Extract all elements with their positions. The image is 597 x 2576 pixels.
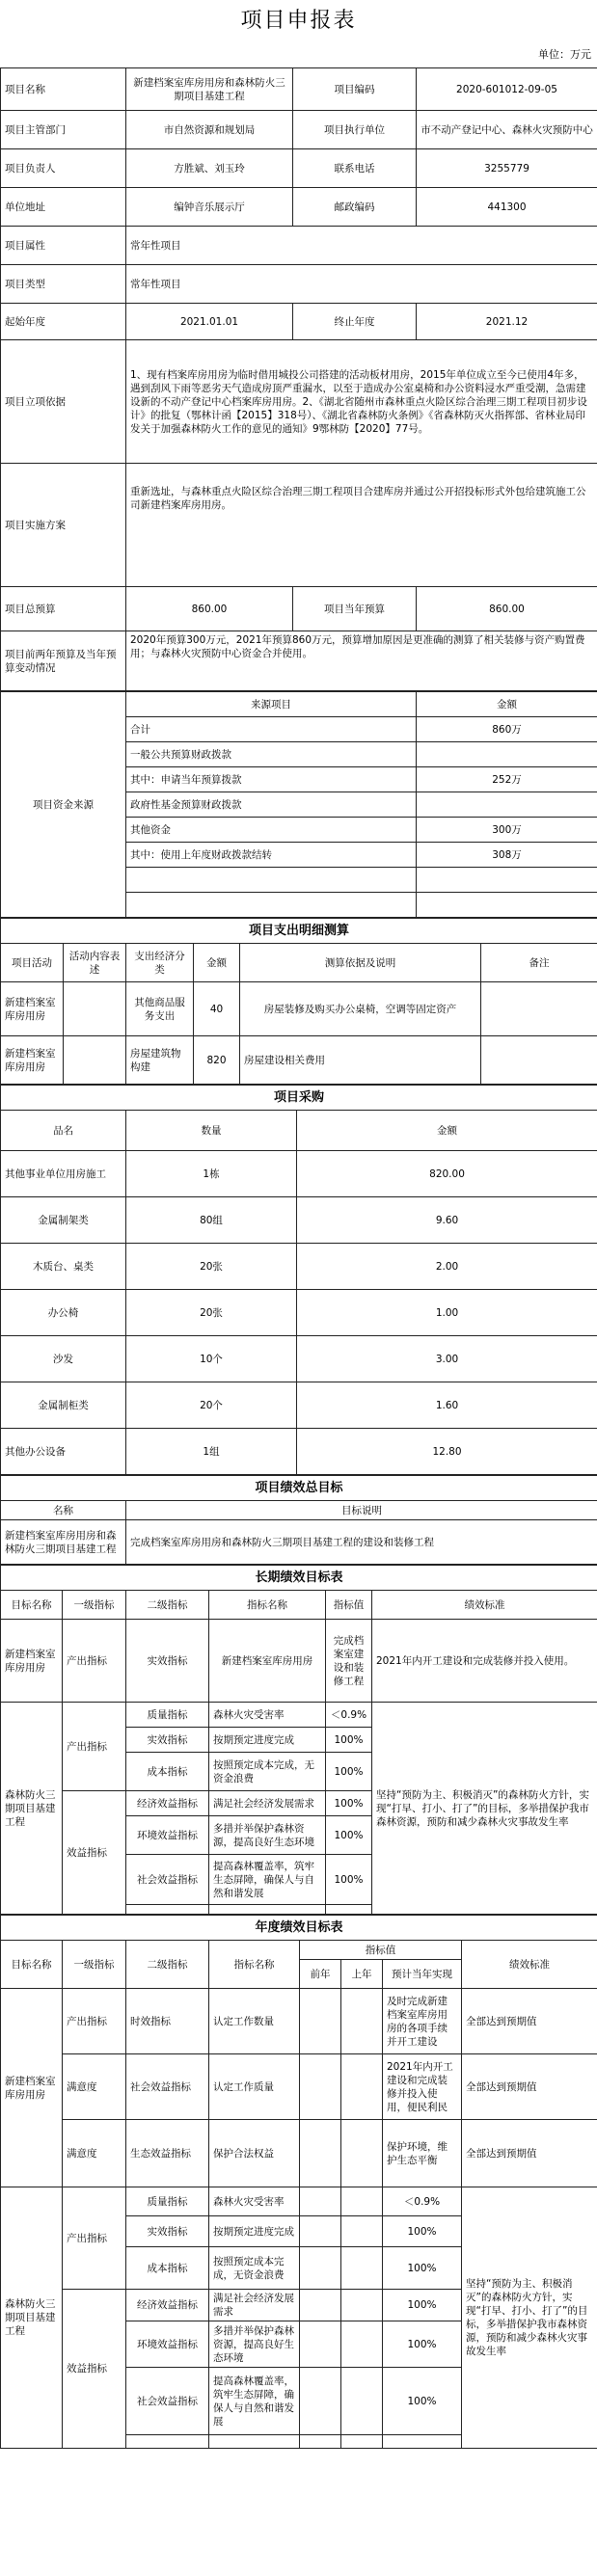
exp-cell: 820 — [194, 1036, 240, 1085]
basic-info-table — [0, 67, 597, 691]
an-level1: 效益指标 — [63, 2290, 126, 2449]
an-indicator: 多措并举保护森林资源，提高良好生态环境 — [209, 2321, 300, 2368]
proc-amount: 9.60 — [297, 1197, 597, 1244]
an-indicator: 满足社会经济发展需求 — [209, 2290, 300, 2321]
proc-qty: 20张 — [126, 1290, 297, 1336]
lt-header: 一级指标 — [63, 1591, 126, 1620]
lt-value: 100% — [326, 1816, 372, 1855]
an-prev — [300, 2368, 341, 2435]
label-postcode: 邮政编码 — [293, 188, 417, 227]
an-level2: 经济效益指标 — [126, 2290, 209, 2321]
exp-cell: 房屋建设相关费用 — [240, 1036, 481, 1085]
an-indicator: 认定工作质量 — [209, 2054, 300, 2120]
an-level2: 时效指标 — [126, 1989, 209, 2054]
value-year-budget: 860.00 — [417, 587, 597, 631]
value-start-year: 2021.01.01 — [126, 304, 293, 340]
lt-level2: 环境效益指标 — [126, 1816, 209, 1855]
proc-qty: 10个 — [126, 1336, 297, 1382]
label-phone: 联系电话 — [293, 149, 417, 188]
page-title: 项目申报表 — [240, 9, 357, 33]
value-leader: 方胜斌、刘玉玲 — [126, 149, 293, 188]
lt-level2: 社会效益指标 — [126, 1855, 209, 1905]
exp-cell: 新建档案室库房用房 — [1, 982, 64, 1036]
an-last — [341, 2368, 383, 2435]
lt-target: 森林防火三期项目基建工程 — [1, 1703, 63, 1915]
lt-level1: 产出指标 — [63, 1620, 126, 1703]
an-prev — [300, 2054, 341, 2120]
an-last — [341, 1989, 383, 2054]
lt-indicator: 按期预定进度完成 — [209, 1728, 326, 1753]
an-indicator: 森林火灾受害率 — [209, 2187, 300, 2216]
funding-amount: 860万 — [417, 717, 597, 742]
exp-cell: 其他商品服务支出 — [126, 982, 194, 1036]
an-last — [341, 2187, 383, 2216]
exp-header: 备注 — [481, 944, 597, 982]
an-indicator-blank — [209, 2435, 300, 2449]
exp-header: 测算依据及说明 — [240, 944, 481, 982]
proc-item: 其他事业单位用房施工 — [1, 1151, 126, 1197]
an-last — [341, 2435, 383, 2449]
expenditure-table — [0, 918, 597, 1085]
an-expected: 100% — [383, 2290, 462, 2321]
lt-level1: 产出指标 — [63, 1703, 126, 1791]
an-expected-blank — [383, 2435, 462, 2449]
proc-item: 金属制架类 — [1, 1197, 126, 1244]
value-postcode: 441300 — [417, 188, 597, 227]
label-year-budget: 项目当年预算 — [293, 587, 417, 631]
label-funding-source: 项目资金来源 — [1, 692, 126, 918]
funding-amount: 300万 — [417, 818, 597, 843]
an-target: 新建档案室库房用房 — [1, 1989, 63, 2187]
label-leader: 项目负责人 — [1, 149, 126, 188]
label-type: 项目类型 — [1, 265, 126, 304]
proc-amount: 820.00 — [297, 1151, 597, 1197]
an-subheader: 预计当年实现 — [383, 1960, 462, 1989]
an-last — [341, 2120, 383, 2187]
proc-amount: 12.80 — [297, 1429, 597, 1475]
lt-header: 指标名称 — [209, 1591, 326, 1620]
an-level1: 产出指标 — [63, 2187, 126, 2290]
an-standard: 坚持“预防为主、积极消灭”的森林防火方针，实现“打早、打小、打了”的目标，多举措保护我市森林资源，预防和减少森林火灾事故发生率 — [462, 2187, 597, 2449]
an-level2: 生态效益指标 — [126, 2120, 209, 2187]
an-indicator: 按期预定进度完成 — [209, 2216, 300, 2247]
lt-standard: 坚持“预防为主、积极消灭”的森林防火方针，实现“打早、打小、打了”的目标，多举措保护我市森林资源，预防和减少森林火灾事故发生率 — [372, 1703, 597, 1915]
exp-header: 支出经济分类 — [126, 944, 194, 982]
funding-amount — [417, 742, 597, 767]
an-header: 指标值 — [300, 1941, 462, 1960]
an-last — [341, 2321, 383, 2368]
section-procurement: 项目采购 — [1, 1086, 597, 1111]
an-level2: 社会效益指标 — [126, 2368, 209, 2435]
exp-cell: 新建档案室库房用房 — [1, 1036, 64, 1085]
label-plan: 项目实施方案 — [1, 464, 126, 587]
an-level1: 产出指标 — [63, 1989, 126, 2054]
perf-desc: 完成档案室库房用房和森林防火三期项目基建工程的建设和装修工程 — [126, 1520, 597, 1565]
lt-level2: 成本指标 — [126, 1753, 209, 1791]
lt-level2: 实效指标 — [126, 1620, 209, 1703]
an-indicator: 提高森林覆盖率，筑牢生态屏障，确保人与自然和谐发展 — [209, 2368, 300, 2435]
proc-header: 数量 — [126, 1111, 297, 1151]
lt-value: ＜0.9% — [326, 1703, 372, 1728]
exp-cell: 40 — [194, 982, 240, 1036]
an-header: 绩效标准 — [462, 1941, 597, 1989]
proc-header: 品名 — [1, 1111, 126, 1151]
an-prev — [300, 1989, 341, 2054]
proc-item: 木质台、桌类 — [1, 1244, 126, 1290]
lt-indicator: 按照预定成本完成，无资金浪费 — [209, 1753, 326, 1791]
unit-label: 单位：万元 — [538, 48, 591, 61]
an-expected: 100% — [383, 2216, 462, 2247]
proc-item: 沙发 — [1, 1336, 126, 1382]
an-expected: 100% — [383, 2368, 462, 2435]
funding-row: 合计 — [126, 717, 417, 742]
funding-row: 其中：使用上年度财政拨款结转 — [126, 843, 417, 868]
perf-header: 目标说明 — [126, 1501, 597, 1520]
an-last — [341, 2290, 383, 2321]
label-total-budget: 项目总预算 — [1, 587, 126, 631]
an-level2: 质量指标 — [126, 2187, 209, 2216]
proc-amount: 1.60 — [297, 1382, 597, 1429]
exp-header: 活动内容表述 — [64, 944, 126, 982]
proc-amount: 1.00 — [297, 1290, 597, 1336]
exp-cell: 房屋建筑物构建 — [126, 1036, 194, 1085]
value-address: 编钟音乐展示厅 — [126, 188, 293, 227]
proc-qty: 20张 — [126, 1244, 297, 1290]
lt-value-blank — [326, 1905, 372, 1915]
an-level2: 社会效益指标 — [126, 2054, 209, 2120]
lt-level1: 效益指标 — [63, 1791, 126, 1915]
funding-row: 政府性基金预算财政拨款 — [126, 792, 417, 818]
an-last — [341, 2054, 383, 2120]
funding-row: 其他资金 — [126, 818, 417, 843]
lt-level2-blank — [126, 1905, 209, 1915]
label-project-code: 项目编码 — [293, 68, 417, 111]
an-header: 二级指标 — [126, 1941, 209, 1989]
an-expected: 保护环境，维护生态平衡 — [383, 2120, 462, 2187]
an-level2-blank — [126, 2435, 209, 2449]
long-term-table — [0, 1565, 597, 1915]
proc-qty: 80组 — [126, 1197, 297, 1244]
funding-col-amount: 金额 — [417, 692, 597, 717]
section-annual: 年度绩效目标表 — [1, 1916, 597, 1941]
exp-cell — [481, 982, 597, 1036]
an-target: 森林防火三期项目基建工程 — [1, 2187, 63, 2449]
an-expected: 及时完成新建档案室库房用房的各项手续并开工建设 — [383, 1989, 462, 2054]
value-budget-change: 2020年预算300万元，2021年预算860万元，预算增加原因是更准确的测算了相关装修与资产购置费用；与森林火灾预防中心资金合并使用。 — [126, 631, 597, 691]
lt-value: 100% — [326, 1753, 372, 1791]
lt-header: 绩效标准 — [372, 1591, 597, 1620]
value-plan: 重新选址，与森林重点火险区综合治理三期工程项目合建库房并通过公开招投标形式外包给建筑施工公司新建档案库房用房。 — [126, 464, 597, 587]
an-prev — [300, 2247, 341, 2290]
label-dept: 项目主管部门 — [1, 111, 126, 149]
lt-indicator: 新建档案室库房用房 — [209, 1620, 326, 1703]
an-level1: 满意度 — [63, 2120, 126, 2187]
lt-value: 100% — [326, 1728, 372, 1753]
lt-level2: 经济效益指标 — [126, 1791, 209, 1816]
lt-header: 二级指标 — [126, 1591, 209, 1620]
label-basis: 项目立项依据 — [1, 340, 126, 464]
an-prev — [300, 2187, 341, 2216]
lt-indicator: 满足社会经济发展需求 — [209, 1791, 326, 1816]
lt-header: 目标名称 — [1, 1591, 63, 1620]
lt-value: 100% — [326, 1791, 372, 1816]
label-end-year: 终止年度 — [293, 304, 417, 340]
proc-header: 金额 — [297, 1111, 597, 1151]
exp-cell — [64, 1036, 126, 1085]
an-level2: 成本指标 — [126, 2247, 209, 2290]
value-type: 常年性项目 — [126, 265, 597, 304]
lt-value: 100% — [326, 1855, 372, 1905]
lt-value: 完成档案室建设和装修工程 — [326, 1620, 372, 1703]
an-standard: 全部达到预期值 — [462, 2120, 597, 2187]
label-address: 单位地址 — [1, 188, 126, 227]
an-indicator: 认定工作数量 — [209, 1989, 300, 2054]
value-project-code: 2020-601012-09-05 — [417, 68, 597, 111]
proc-qty: 1栋 — [126, 1151, 297, 1197]
value-total-budget: 860.00 — [126, 587, 293, 631]
an-subheader: 前年 — [300, 1960, 341, 1989]
value-exec-unit: 市不动产登记中心、森林火灾预防中心 — [417, 111, 597, 149]
funding-row: 其中：申请当年预算拨款 — [126, 767, 417, 792]
exp-cell — [64, 982, 126, 1036]
an-standard: 全部达到预期值 — [462, 1989, 597, 2054]
an-prev — [300, 2290, 341, 2321]
exp-header: 项目活动 — [1, 944, 64, 982]
an-prev — [300, 2321, 341, 2368]
value-end-year: 2021.12 — [417, 304, 597, 340]
performance-overview-table — [0, 1475, 597, 1565]
an-expected: ＜0.9% — [383, 2187, 462, 2216]
section-performance: 项目绩效总目标 — [1, 1476, 597, 1501]
an-indicator: 按照预定成本完成，无资金浪费 — [209, 2247, 300, 2290]
value-attribute: 常年性项目 — [126, 227, 597, 265]
section-expenditure: 项目支出明细测算 — [1, 919, 597, 944]
an-level1: 满意度 — [63, 2054, 126, 2120]
funding-amount: 252万 — [417, 767, 597, 792]
proc-qty: 20个 — [126, 1382, 297, 1429]
procurement-table — [0, 1085, 597, 1475]
perf-name: 新建档案室库房用房和森林防火三期项目基建工程 — [1, 1520, 126, 1565]
an-subheader: 上年 — [341, 1960, 383, 1989]
label-attribute: 项目属性 — [1, 227, 126, 265]
funding-table — [0, 691, 597, 918]
funding-row — [126, 868, 417, 893]
an-last — [341, 2216, 383, 2247]
lt-level2: 实效指标 — [126, 1728, 209, 1753]
exp-header: 金额 — [194, 944, 240, 982]
funding-amount — [417, 792, 597, 818]
funding-amount — [417, 868, 597, 893]
an-level2: 实效指标 — [126, 2216, 209, 2247]
value-phone: 3255779 — [417, 149, 597, 188]
an-prev — [300, 2120, 341, 2187]
an-header: 指标名称 — [209, 1941, 300, 1989]
funding-row: 一般公共预算财政拨款 — [126, 742, 417, 767]
label-project-name: 项目名称 — [1, 68, 126, 111]
lt-level2: 质量指标 — [126, 1703, 209, 1728]
label-budget-change: 项目前两年预算及当年预算变动情况 — [1, 631, 126, 691]
funding-row — [126, 893, 417, 918]
annual-table — [0, 1915, 597, 2449]
section-long-term: 长期绩效目标表 — [1, 1566, 597, 1591]
label-start-year: 起始年度 — [1, 304, 126, 340]
value-dept: 市自然资源和规划局 — [126, 111, 293, 149]
an-expected: 100% — [383, 2247, 462, 2290]
an-header: 一级指标 — [63, 1941, 126, 1989]
lt-indicator: 多措并举保护森林资源，提高良好生态环境 — [209, 1816, 326, 1855]
an-expected: 2021年内开工建设和完成装修并投入使用，便民利民 — [383, 2054, 462, 2120]
an-last — [341, 2247, 383, 2290]
exp-cell: 房屋装修及购买办公桌椅，空调等固定资产 — [240, 982, 481, 1036]
an-standard: 全部达到预期值 — [462, 2054, 597, 2120]
proc-amount: 2.00 — [297, 1244, 597, 1290]
lt-indicator: 提高森林覆盖率，筑牢生态屏障，确保人与自然和谐发展 — [209, 1855, 326, 1905]
proc-amount: 3.00 — [297, 1336, 597, 1382]
an-indicator: 保护合法权益 — [209, 2120, 300, 2187]
exp-cell — [481, 1036, 597, 1085]
an-prev — [300, 2216, 341, 2247]
value-basis: 1、现有档案库房用房为临时借用城投公司搭建的活动板材用房，2015年单位成立至今已使用4年多，遇到刮风下雨等恶劣天气造成房顶严重漏水，以至于造成办公室桌椅和办公资料浸水严重受潮，急需建设新的不动产登记中心档案库房用房。2、《湖北省随州市森林重点火险区综合治理三期工程项目初步设计》的批复（鄂林计函【2015】318号）、《湖北省森林防火条例》《省森林防灭火指挥部、省林业局印发关于加强森林防火工作的意见的通知》9鄂林防【2020】77号。 — [126, 340, 597, 464]
value-project-name: 新建档案室库房用房和森林防火三期项目基建工程 — [126, 68, 293, 111]
lt-target: 新建档案室库房用房 — [1, 1620, 63, 1703]
lt-indicator-blank — [209, 1905, 326, 1915]
an-expected: 100% — [383, 2321, 462, 2368]
an-prev — [300, 2435, 341, 2449]
label-exec-unit: 项目执行单位 — [293, 111, 417, 149]
lt-header: 指标值 — [326, 1591, 372, 1620]
perf-header: 名称 — [1, 1501, 126, 1520]
lt-indicator: 森林火灾受害率 — [209, 1703, 326, 1728]
proc-item: 其他办公设备 — [1, 1429, 126, 1475]
proc-item: 金属制柜类 — [1, 1382, 126, 1429]
funding-col-source: 来源项目 — [126, 692, 417, 717]
lt-standard: 2021年内开工建设和完成装修并投入使用。 — [372, 1620, 597, 1703]
proc-item: 办公椅 — [1, 1290, 126, 1336]
funding-amount — [417, 893, 597, 918]
an-header: 目标名称 — [1, 1941, 63, 1989]
an-level2: 环境效益指标 — [126, 2321, 209, 2368]
funding-amount: 308万 — [417, 843, 597, 868]
proc-qty: 1组 — [126, 1429, 297, 1475]
